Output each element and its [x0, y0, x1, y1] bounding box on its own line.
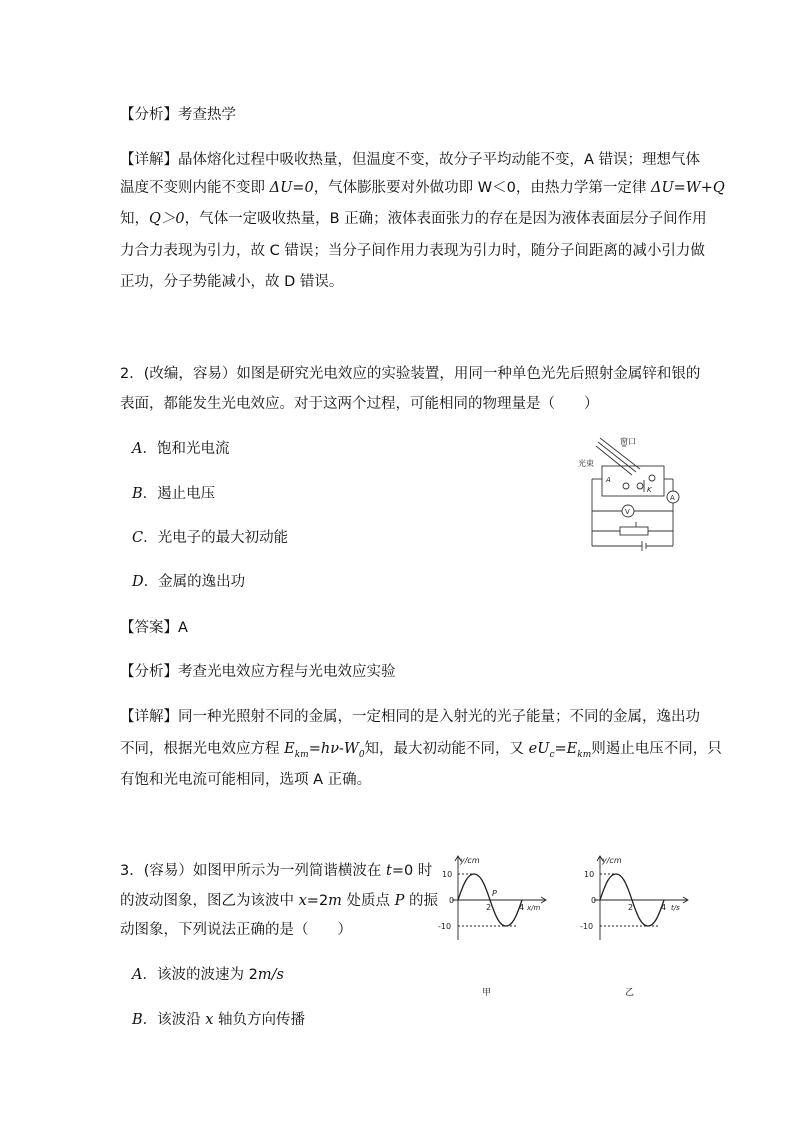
q2-detail-line-2: 不同，根据光电效应方程 $E_{km}=h\nu-W_0$知，最大初动能不同，又 $eU_c=E_{km}$则遏止电压不同，只	[120, 741, 722, 760]
yi-ytick-10: 10	[584, 870, 595, 879]
q2-stem-line-1: 2．(改编，容易）如图是研究光电效应的实验装置，用同一种单色光先后照射金属锌和银的	[120, 366, 701, 382]
yi-xtick-4: 4	[661, 903, 667, 912]
q2-option-c: C．光电子的最大初动能	[132, 530, 289, 546]
jia-ytick-0: 0	[449, 896, 455, 905]
anode-label: A	[606, 476, 611, 484]
q1-detail-line-1: 【详解】晶体熔化过程中吸收热量，但温度不变，故分子平均动能不变，A 错误；理想气体	[120, 152, 701, 168]
yi-xtick-2: 2	[628, 903, 634, 912]
yi-ytick-neg10: -10	[580, 922, 594, 931]
q3-option-a: A．该波的波速为 2m/s	[132, 967, 284, 983]
jia-ytick-neg10: -10	[438, 922, 452, 931]
cathode-label: K	[647, 486, 652, 494]
q3-stem-line-1: 3．(容易）如图甲所示为一列简谐横波在 t=0 时	[120, 863, 433, 879]
q2-option-d: D．金属的逸出功	[132, 574, 246, 590]
q3-stem-line-3: 动图象，下列说法正确的是（ ）	[120, 922, 352, 938]
point-p-label: P	[492, 889, 497, 898]
q1-detail-line-5: 正功，分子势能减小，故 D 错误。	[120, 274, 344, 290]
q3-option-b: B．该波沿 x 轴负方向传播	[132, 1012, 306, 1028]
jia-xtick-4: 4	[519, 903, 525, 912]
photoelectric-apparatus-figure	[560, 436, 690, 554]
window-label: 窗口	[620, 437, 636, 446]
q1-detail-line-2: 温度不变则内能不变即 ΔU=0，气体膨胀要对外做功即 W＜0，由热力学第一定律 ΔU=W+Q	[120, 180, 725, 196]
q2-answer: 【答案】A	[120, 620, 188, 636]
beam-label: 光束	[578, 459, 594, 468]
caption-jia: 甲	[482, 988, 492, 998]
q2-analysis: 【分析】考查光电效应方程与光电效应实验	[120, 664, 396, 680]
q1-detail-line-3: 知，Q＞0，气体一定吸收热量，B 正确；液体表面张力的存在是因为液体表面层分子间作用	[120, 211, 707, 227]
q1-detail-line-4: 力合力表现为引力，故 C 错误；当分子间作用力表现为引力时，随分子间距离的减小引力做	[120, 243, 705, 259]
q3-stem-line-2: 的波动图象，图乙为该波中 x=2m 处质点 P 的振	[120, 893, 439, 909]
caption-yi: 乙	[625, 988, 635, 998]
jia-xlabel: x/m	[527, 904, 541, 912]
yi-ytick-0: 0	[591, 896, 597, 905]
q2-option-a: A．饱和光电流	[132, 441, 230, 457]
voltmeter-label: V	[625, 508, 630, 516]
q2-detail-line-3: 有饱和光电流可能相同，选项 A 正确。	[120, 772, 372, 788]
jia-xtick-2: 2	[486, 903, 492, 912]
q1-analysis: 【分析】考查热学	[120, 107, 236, 123]
jia-ytick-10: 10	[442, 870, 453, 879]
wave-graph-jia	[430, 852, 550, 942]
ammeter-label: A	[670, 494, 675, 502]
jia-ylabel: y/cm	[460, 856, 480, 865]
q2-detail-line-1: 【详解】同一种光照射不同的金属，一定相同的是入射光的光子能量；不同的金属，逸出功	[120, 709, 700, 725]
yi-xlabel: t/s	[671, 904, 680, 912]
yi-ylabel: y/cm	[602, 856, 622, 865]
q2-stem-line-2: 表面，都能发生光电效应。对于这两个过程，可能相同的物理量是（ ）	[120, 396, 599, 412]
q2-option-b: B．遏止电压	[132, 486, 216, 502]
vibration-graph-yi	[572, 852, 692, 942]
